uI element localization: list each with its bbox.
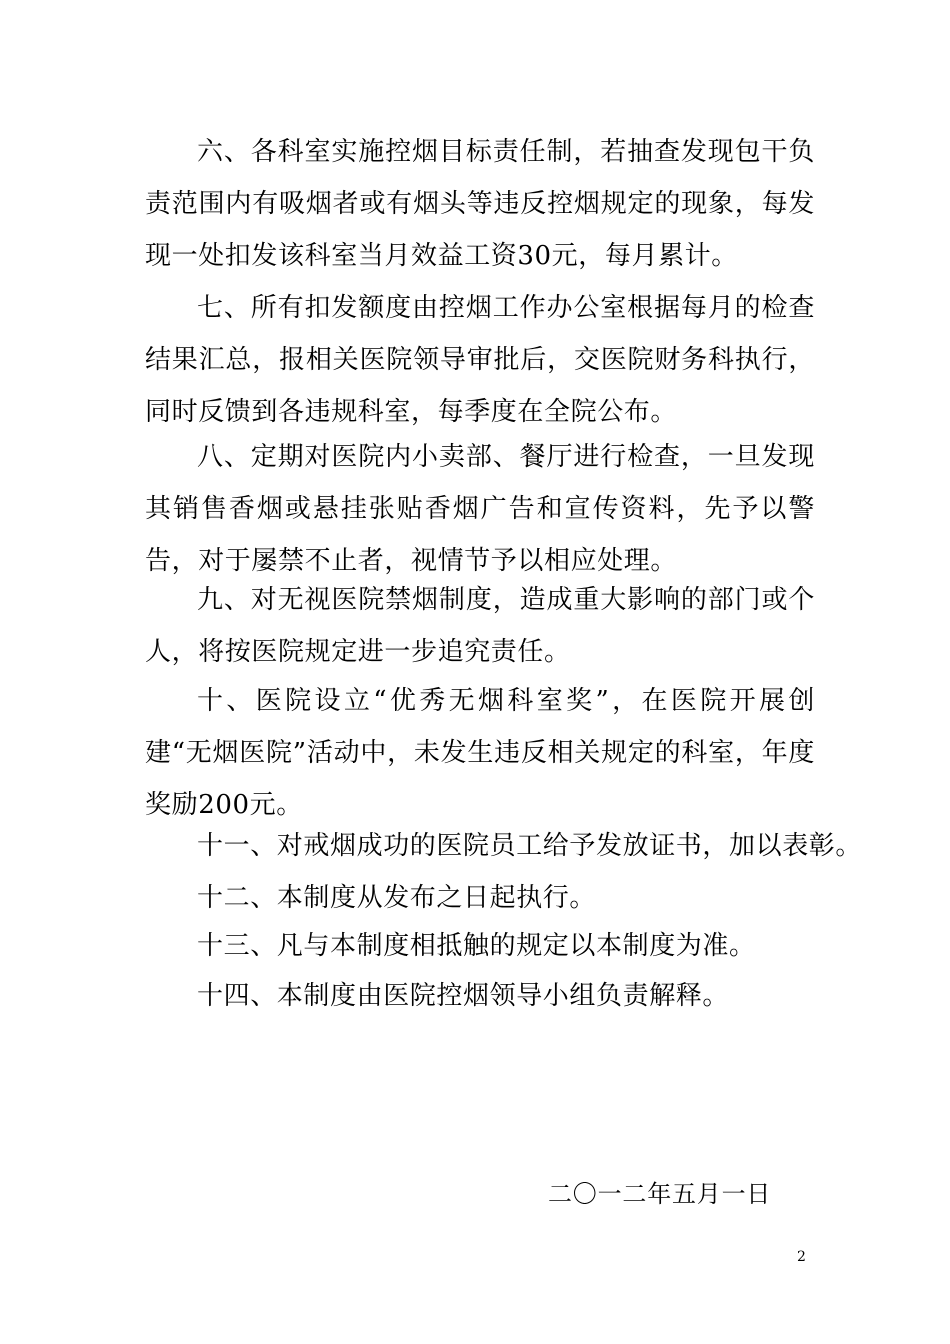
paragraph-9: 九、对无视医院禁烟制度，造成重大影响的部门或个人，将按医院规定进一步追究责任。 — [145, 585, 815, 667]
page-number: 2 — [797, 1249, 806, 1265]
paragraph-13: 十三、凡与本制度相抵触的规定以本制度为准。 — [197, 931, 756, 961]
paragraph-14: 十四、本制度由医院控烟领导小组负责解释。 — [197, 981, 730, 1011]
issue-date: 二〇一二年五月一日 — [548, 1180, 772, 1208]
paragraph-11: 十一、对戒烟成功的医院员工给予发放证书，加以表彰。 — [197, 831, 863, 861]
paragraph-12: 十二、本制度从发布之日起执行。 — [197, 883, 597, 913]
paragraph-8: 八、定期对医院内小卖部、餐厅进行检查，一旦发现其销售香烟或悬挂张贴香烟广告和宣传资料，先予以警告，对于屡禁不止者，视情节予以相应处理。 — [145, 442, 815, 576]
paragraph-7: 七、所有扣发额度由控烟工作办公室根据每月的检查结果汇总，报相关医院领导审批后，交医院财务科执行，同时反馈到各违规科室，每季度在全院公布。 — [145, 293, 815, 427]
paragraph-10: 十、医院设立“优秀无烟科室奖”，在医院开展创建“无烟医院”活动中，未发生违反相关规定的科室，年度奖励200元。 — [145, 686, 815, 820]
paragraph-6: 六、各科室实施控烟目标责任制，若抽查发现包干负责范围内有吸烟者或有烟头等违反控烟规定的现象，每发现一处扣发该科室当月效益工资30元，每月累计。 — [145, 137, 815, 271]
